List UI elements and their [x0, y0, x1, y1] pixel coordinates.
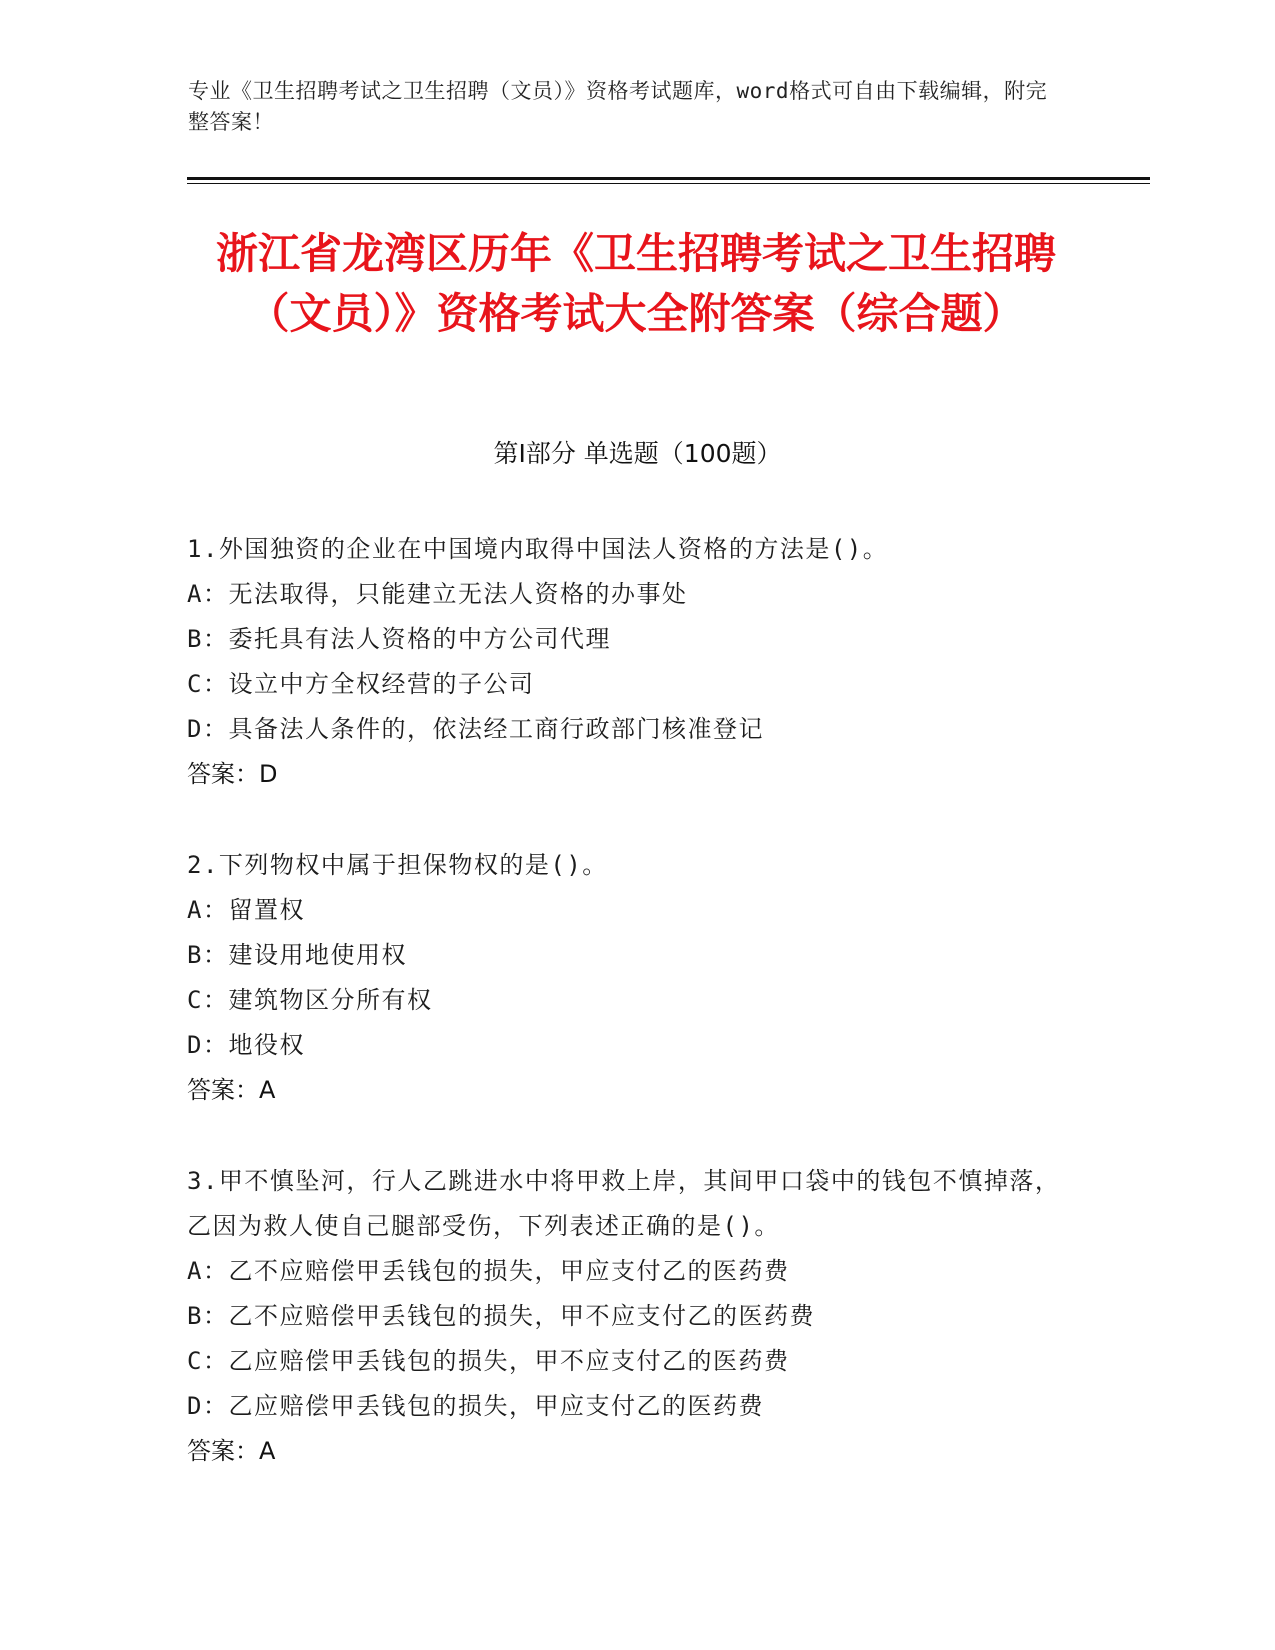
option-d: D：地役权 [187, 1031, 305, 1059]
header-note: 专业《卫生招聘考试之卫生招聘（文员）》资格考试题库，word格式可自由下载编辑，附完整答案！ [188, 79, 1048, 134]
option-d: D：具备法人条件的，依法经工商行政部门核准登记 [187, 715, 764, 743]
option-a: A：乙不应赔偿甲丢钱包的损失，甲应支付乙的医药费 [187, 1257, 790, 1285]
question-list [187, 527, 1067, 1520]
option-b: B：建设用地使用权 [187, 941, 407, 969]
section-title: 第Ⅰ部分 单选题（100题） [493, 439, 782, 468]
option-c: C：建筑物区分所有权 [187, 986, 433, 1014]
answer: 答案：D [187, 760, 278, 788]
answer: 答案：A [187, 1076, 276, 1104]
answer: 答案：A [187, 1437, 276, 1465]
option-d: D：乙应赔偿甲丢钱包的损失，甲应支付乙的医药费 [187, 1392, 764, 1420]
question-1 [187, 527, 1067, 797]
option-b: B：委托具有法人资格的中方公司代理 [187, 625, 611, 653]
question-stem: 1.外国独资的企业在中国境内取得中国法人资格的方法是()。 [187, 535, 889, 563]
option-c: C：乙应赔偿甲丢钱包的损失，甲不应支付乙的医药费 [187, 1347, 790, 1375]
question-3 [187, 1159, 1067, 1474]
document-title: 浙江省龙湾区历年《卫生招聘考试之卫生招聘（文员）》资格考试大全附答案（综合题） [215, 229, 1056, 338]
option-a: A：无法取得，只能建立无法人资格的办事处 [187, 580, 688, 608]
option-a: A：留置权 [187, 896, 305, 924]
question-stem: 3.甲不慎坠河，行人乙跳进水中将甲救上岸，其间甲口袋中的钱包不慎掉落，乙因为救人使自己腿部受伤，下列表述正确的是()。 [187, 1167, 1061, 1240]
question-2 [187, 843, 1067, 1113]
header-rule-thick [187, 177, 1150, 180]
option-c: C：设立中方全权经营的子公司 [187, 670, 535, 698]
question-stem: 2.下列物权中属于担保物权的是()。 [187, 851, 608, 879]
option-b: B：乙不应赔偿甲丢钱包的损失，甲不应支付乙的医药费 [187, 1302, 815, 1330]
header-rule-thin [187, 183, 1150, 184]
